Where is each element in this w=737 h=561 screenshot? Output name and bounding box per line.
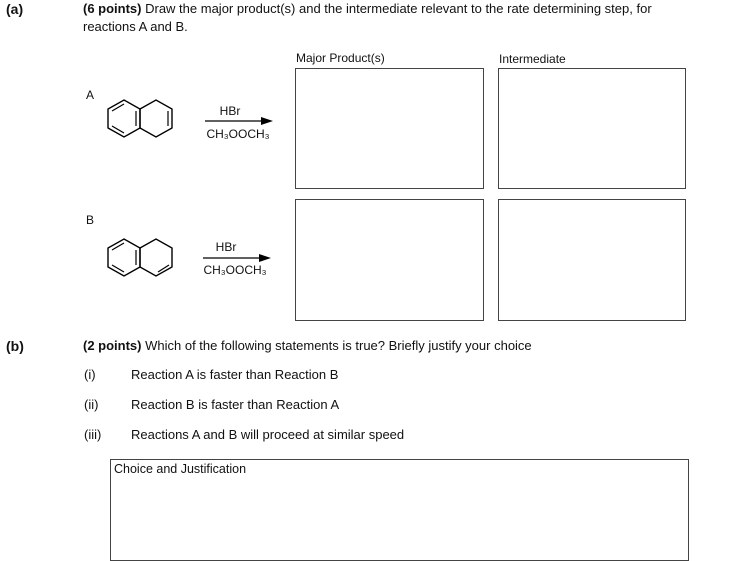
option-iii-number: (iii) <box>84 427 102 442</box>
part-b-label: (b) <box>6 338 24 354</box>
reaction-a-structure <box>104 97 184 147</box>
option-i-number: (i) <box>84 367 96 382</box>
reaction-b-intermediate-box[interactable] <box>498 199 686 321</box>
reaction-b-structure <box>104 236 184 286</box>
reaction-b-reagent-top: HBr <box>215 240 237 254</box>
part-b-points: (2 points) <box>83 338 142 353</box>
part-b-question <box>83 337 723 355</box>
option-iii-text: Reactions A and B will proceed at similar speed <box>131 427 405 442</box>
part-b-text: Which of the following statements is true? Briefly justify your choice <box>141 338 532 353</box>
reaction-a-reagent-bottom: CH₃OOCH₃ <box>206 127 270 141</box>
reaction-b-arrow <box>203 253 273 263</box>
option-ii-text: Reaction B is faster than Reaction A <box>131 397 340 412</box>
option-i-text: Reaction A is faster than Reaction B <box>131 367 339 382</box>
reaction-a-label: A <box>86 88 95 102</box>
reaction-a-arrow <box>205 116 275 126</box>
reaction-a-product-box[interactable] <box>295 68 484 189</box>
part-a-points: (6 points) <box>83 1 142 16</box>
option-ii-number: (ii) <box>84 397 99 412</box>
reaction-a-reagent-top: HBr <box>219 104 241 118</box>
part-a-question <box>83 0 723 36</box>
part-a-label: (a) <box>6 1 24 17</box>
choice-justification-box[interactable] <box>110 459 689 561</box>
reaction-b-reagent-bottom: CH₃OOCH₃ <box>203 263 267 277</box>
part-a-text-line2: reactions A and B. <box>83 19 188 34</box>
intermediate-header: Intermediate <box>499 52 566 66</box>
reaction-b-product-box[interactable] <box>295 199 484 321</box>
part-a-text-line1: Draw the major product(s) and the intermediate relevant to the rate determining step, for <box>141 1 652 16</box>
reaction-b-label: B <box>86 213 95 227</box>
major-products-header: Major Product(s) <box>296 51 385 65</box>
choice-justification-label: Choice and Justification <box>114 462 247 476</box>
reaction-a-intermediate-box[interactable] <box>498 68 686 189</box>
